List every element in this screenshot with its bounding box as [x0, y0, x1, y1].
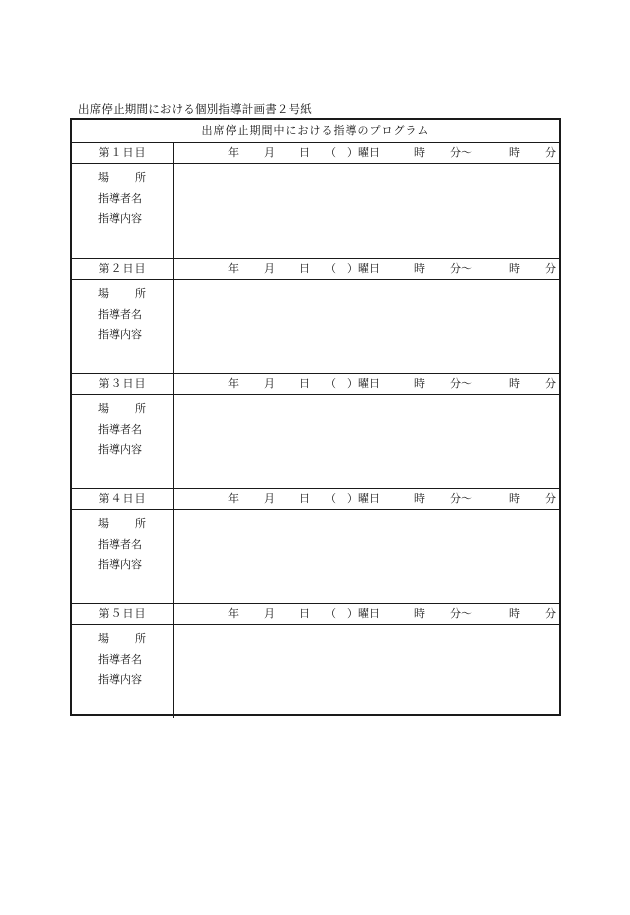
year-label: 年	[228, 492, 239, 505]
year-label: 年	[228, 146, 239, 159]
end-hour-label: 時	[509, 492, 520, 505]
start-hour-label: 時	[414, 262, 425, 275]
weekday-label: （ ）曜日	[325, 607, 380, 620]
end-minute-label: 分	[545, 146, 556, 159]
start-minute-label: 分～	[450, 146, 472, 159]
year-label: 年	[228, 377, 239, 390]
instructor-label: 指導者名	[98, 191, 142, 205]
instructor-label: 指導者名	[98, 422, 142, 436]
day-block-5	[72, 603, 559, 718]
year-label: 年	[228, 262, 239, 275]
place-label: 場 所	[98, 517, 146, 530]
weekday-label: （ ）曜日	[325, 492, 380, 505]
instructor-label: 指導者名	[98, 537, 142, 551]
month-label: 月	[264, 262, 275, 275]
start-minute-label: 分～	[450, 492, 472, 505]
month-label: 月	[264, 146, 275, 159]
table-header: 出席停止期間中における指導のプログラム	[72, 120, 559, 143]
month-label: 月	[264, 492, 275, 505]
end-minute-label: 分	[545, 492, 556, 505]
column-divider	[173, 143, 174, 258]
start-hour-label: 時	[414, 377, 425, 390]
date-row	[72, 489, 559, 510]
end-hour-label: 時	[509, 377, 520, 390]
day-label: 第２日目	[98, 262, 147, 275]
column-divider	[173, 259, 174, 373]
place-label: 場 所	[98, 171, 146, 184]
start-hour-label: 時	[414, 146, 425, 159]
day-of-month-label: 日	[299, 146, 310, 159]
content-label: 指導内容	[98, 443, 142, 456]
row-labels	[98, 399, 146, 461]
instructor-label: 指導者名	[98, 652, 142, 666]
date-row	[72, 374, 559, 395]
date-row	[72, 143, 559, 164]
end-minute-label: 分	[545, 607, 556, 620]
day-block-4	[72, 488, 559, 603]
end-minute-label: 分	[545, 377, 556, 390]
content-label: 指導内容	[98, 558, 142, 571]
end-minute-label: 分	[545, 262, 556, 275]
instructor-label: 指導者名	[98, 307, 142, 321]
document-title: 出席停止期間における個別指導計画書２号紙	[78, 102, 312, 116]
start-minute-label: 分～	[450, 377, 472, 390]
row-labels	[98, 168, 146, 230]
row-labels	[98, 514, 146, 576]
start-hour-label: 時	[414, 492, 425, 505]
row-labels	[98, 629, 146, 691]
content-label: 指導内容	[98, 328, 142, 341]
program-table	[70, 118, 561, 716]
day-of-month-label: 日	[299, 377, 310, 390]
month-label: 月	[264, 607, 275, 620]
day-of-month-label: 日	[299, 492, 310, 505]
year-label: 年	[228, 607, 239, 620]
day-label: 第３日目	[98, 377, 147, 390]
day-block-2	[72, 258, 559, 373]
date-row	[72, 259, 559, 280]
start-hour-label: 時	[414, 607, 425, 620]
end-hour-label: 時	[509, 146, 520, 159]
place-label: 場 所	[98, 402, 146, 415]
place-label: 場 所	[98, 632, 146, 645]
end-hour-label: 時	[509, 607, 520, 620]
day-block-3	[72, 373, 559, 488]
weekday-label: （ ）曜日	[325, 146, 380, 159]
weekday-label: （ ）曜日	[325, 262, 380, 275]
start-minute-label: 分～	[450, 607, 472, 620]
content-label: 指導内容	[98, 673, 142, 686]
day-of-month-label: 日	[299, 607, 310, 620]
place-label: 場 所	[98, 287, 146, 300]
weekday-label: （ ）曜日	[325, 377, 380, 390]
row-labels	[98, 284, 146, 346]
day-of-month-label: 日	[299, 262, 310, 275]
end-hour-label: 時	[509, 262, 520, 275]
column-divider	[173, 374, 174, 488]
start-minute-label: 分～	[450, 262, 472, 275]
date-row	[72, 604, 559, 625]
day-block-1	[72, 143, 559, 258]
column-divider	[173, 604, 174, 718]
month-label: 月	[264, 377, 275, 390]
content-label: 指導内容	[98, 212, 142, 225]
day-label: 第５日目	[98, 607, 147, 620]
day-label: 第４日目	[98, 492, 147, 505]
column-divider	[173, 489, 174, 603]
day-label: 第１日目	[98, 146, 147, 159]
